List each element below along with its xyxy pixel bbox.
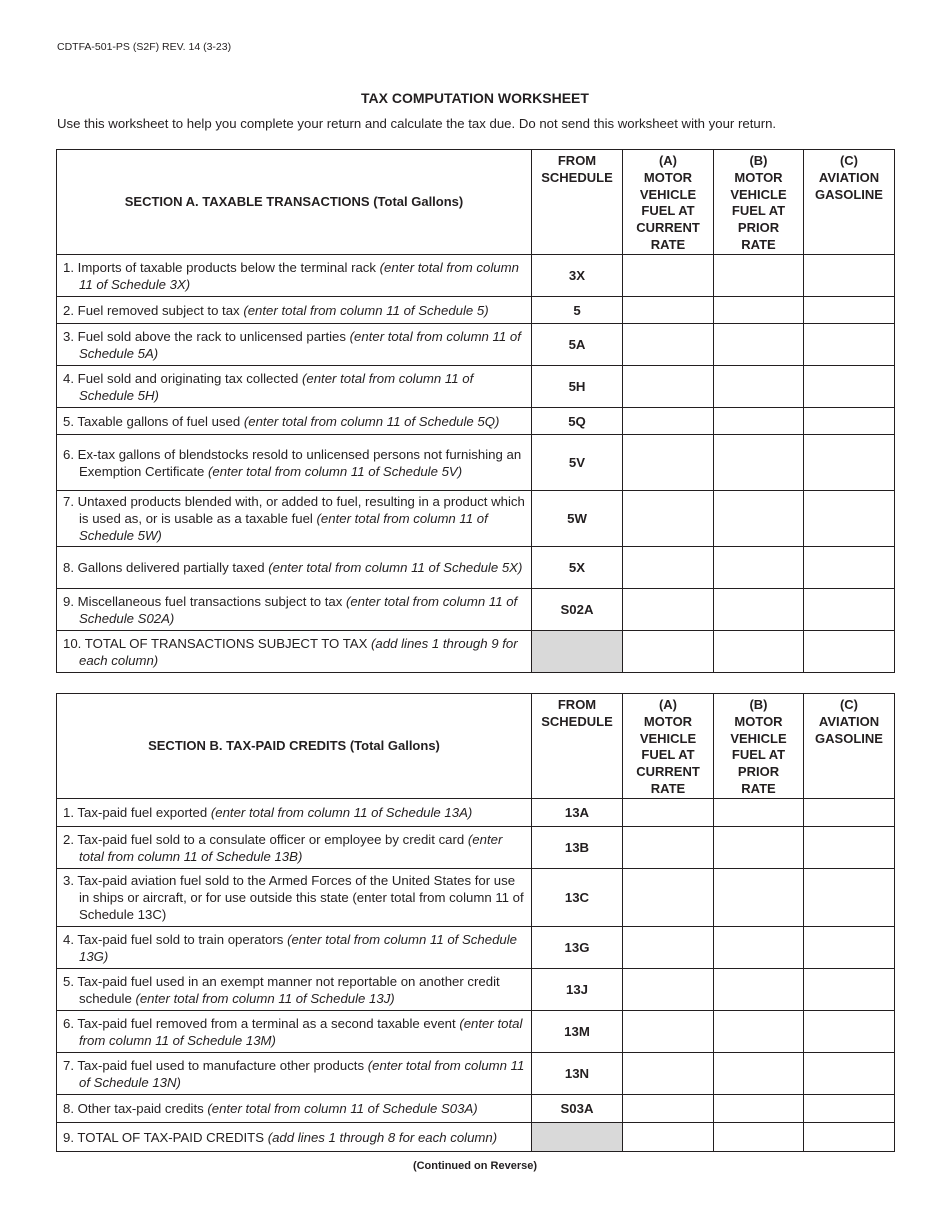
shaded-cell: [532, 631, 623, 673]
column-b-entry-field[interactable]: [714, 297, 804, 324]
column-b-entry-field[interactable]: [714, 255, 804, 297]
schedule-code: 5W: [532, 491, 623, 547]
column-a-header: [623, 150, 714, 255]
table-row: [57, 927, 895, 969]
header-line: FROM: [557, 153, 597, 168]
header-line: RATE: [741, 780, 776, 796]
column-b-entry-field[interactable]: [714, 366, 804, 408]
header-line: (B): [749, 153, 768, 168]
column-b-entry-field[interactable]: [714, 589, 804, 631]
column-b-header: [714, 694, 804, 799]
column-a-entry-field[interactable]: [623, 869, 714, 927]
column-b-entry-field[interactable]: [714, 969, 804, 1011]
schedule-code: 13B: [532, 827, 623, 869]
form-id: CDTFA-501-PS (S2F) REV. 14 (3-23): [57, 41, 232, 53]
table-row: [57, 1095, 895, 1123]
line-label: 2. Tax-paid fuel sold to a consulate officer or employee by credit card: [63, 831, 468, 847]
column-c-entry-field[interactable]: [804, 255, 895, 297]
column-c-header: [804, 150, 895, 255]
column-c-entry-field[interactable]: [804, 1123, 895, 1152]
line-instruction: (enter total from column 11 of Schedule 13M): [79, 1015, 523, 1048]
schedule-code: 5: [532, 297, 623, 324]
header-line: RATE: [650, 780, 686, 796]
line-description: [57, 1053, 532, 1095]
header-line: VEHICLE: [639, 186, 697, 202]
header-line: FUEL AT: [641, 747, 695, 763]
column-c-entry-field[interactable]: [804, 1053, 895, 1095]
column-a-entry-field[interactable]: [623, 324, 714, 366]
schedule-code: 13N: [532, 1053, 623, 1095]
column-a-entry-field[interactable]: [623, 255, 714, 297]
line-instruction: (enter total from column 11 of Schedule 13A): [210, 805, 473, 820]
column-a-entry-field[interactable]: [623, 1123, 714, 1152]
line-label: 7. Tax-paid fuel used to manufacture other products: [63, 1057, 368, 1073]
table-row: [57, 297, 895, 324]
line-description: [57, 1011, 532, 1053]
header-line: (C): [839, 697, 859, 712]
schedule-code: 5H: [532, 366, 623, 408]
table-row: [57, 1053, 895, 1095]
line-instruction: (enter total from column 11 of Schedule 5X): [268, 560, 523, 575]
column-b-entry-field[interactable]: [714, 927, 804, 969]
line-label: 10. TOTAL OF TRANSACTIONS SUBJECT TO TAX: [63, 635, 372, 651]
table-row: [57, 969, 895, 1011]
column-a-entry-field[interactable]: [623, 1011, 714, 1053]
schedule-code: S02A: [532, 589, 623, 631]
column-c-entry-field[interactable]: [804, 297, 895, 324]
line-label: 1. Imports of taxable products below the terminal rack: [63, 259, 380, 275]
column-c-entry-field[interactable]: [804, 589, 895, 631]
line-instruction: (enter total from column 11 of Schedule 5A): [79, 328, 521, 361]
column-c-entry-field[interactable]: [804, 324, 895, 366]
section-a-heading: SECTION A. TAXABLE TRANSACTIONS (Total Gallons): [57, 150, 532, 255]
column-c-entry-field[interactable]: [804, 927, 895, 969]
header-line: PRIOR: [737, 764, 780, 780]
line-instruction: (enter total from column 11 of Schedule 3X): [79, 259, 519, 292]
column-b-entry-field[interactable]: [714, 869, 804, 927]
column-b-entry-field[interactable]: [714, 491, 804, 547]
column-a-entry-field[interactable]: [623, 827, 714, 869]
header-line: GASOLINE: [815, 730, 883, 746]
line-label: 6. Ex-tax gallons of blendstocks resold to unlicensed persons not furnishing an Exemption Certificate: [63, 446, 522, 479]
line-description: [57, 1123, 532, 1152]
table-row: [57, 547, 895, 589]
column-b-entry-field[interactable]: [714, 547, 804, 589]
line-label: 5. Tax-paid fuel used in an exempt manner not reportable on another credit schedule: [63, 973, 500, 1006]
header-line: SCHEDULE: [541, 713, 613, 729]
line-instruction: (add lines 1 through 9 for each column): [79, 635, 518, 668]
header-line: FROM: [557, 697, 597, 712]
section-b-header-row: [57, 694, 895, 799]
column-c-entry-field[interactable]: [804, 366, 895, 408]
column-a-entry-field[interactable]: [623, 1053, 714, 1095]
table-row: [57, 255, 895, 297]
header-line: FUEL AT: [731, 747, 786, 763]
line-instruction: (enter total from column 11 of Schedule 13G): [79, 931, 518, 964]
line-instruction: (enter total from column 11 of Schedule S03A): [207, 1101, 478, 1116]
column-b-entry-field[interactable]: [714, 1095, 804, 1123]
column-a-entry-field[interactable]: [623, 927, 714, 969]
line-label: 8. Gallons delivered partially taxed: [63, 560, 269, 575]
header-line: MOTOR: [734, 169, 783, 185]
line-label: 5. Taxable gallons of fuel used: [63, 413, 244, 429]
section-a-total-row: [57, 631, 895, 673]
line-description: [57, 255, 532, 297]
schedule-code: 13G: [532, 927, 623, 969]
header-line: VEHICLE: [639, 730, 697, 746]
column-c-entry-field[interactable]: [804, 1095, 895, 1123]
line-description: [57, 927, 532, 969]
line-description: [57, 799, 532, 827]
header-line: (B): [749, 697, 768, 712]
column-c-entry-field[interactable]: [804, 827, 895, 869]
schedule-code: S03A: [532, 1095, 623, 1123]
header-line: MOTOR: [643, 169, 693, 185]
intro-text: Use this worksheet to help you complete your return and calculate the tax due. Do not send this worksheet with your return.: [57, 116, 777, 131]
line-description: [57, 589, 532, 631]
header-line: VEHICLE: [730, 186, 787, 202]
header-line: PRIOR: [737, 220, 780, 236]
column-a-entry-field[interactable]: [623, 491, 714, 547]
column-a-entry-field[interactable]: [623, 435, 714, 491]
column-a-entry-field[interactable]: [623, 366, 714, 408]
schedule-code: 13A: [532, 799, 623, 827]
table-row: [57, 408, 895, 435]
line-description: [57, 969, 532, 1011]
line-label: 8. Other tax-paid credits: [63, 1101, 208, 1116]
section-a-table: [56, 149, 895, 673]
schedule-code: 13M: [532, 1011, 623, 1053]
line-description: [57, 435, 532, 491]
column-c-entry-field[interactable]: [804, 547, 895, 589]
column-b-entry-field[interactable]: [714, 324, 804, 366]
header-line: (A): [658, 153, 678, 168]
line-description: [57, 547, 532, 589]
line-description: [57, 491, 532, 547]
header-line: FUEL AT: [731, 203, 786, 219]
line-description: [57, 1095, 532, 1123]
table-row: [57, 435, 895, 491]
line-label: 9. Miscellaneous fuel transactions subject to tax: [63, 593, 346, 609]
column-a-entry-field[interactable]: [623, 297, 714, 324]
column-a-entry-field[interactable]: [623, 589, 714, 631]
header-line: MOTOR: [643, 713, 693, 729]
line-instruction: (enter total from column 11 of Schedule 5Q): [243, 413, 500, 429]
schedule-code: 5V: [532, 435, 623, 491]
schedule-code: 5X: [532, 547, 623, 589]
header-line: FUEL AT: [641, 203, 695, 219]
column-c-header: [804, 694, 895, 799]
schedule-code: 5A: [532, 324, 623, 366]
line-instruction: (enter total from column 11 of Schedule 13J): [135, 990, 395, 1006]
column-a-entry-field[interactable]: [623, 547, 714, 589]
line-label: 3. Tax-paid aviation fuel sold to the Armed Forces of the United States for use in ships or aircraft, or for use outside this state (enter total from column 11 of Schedule 13C): [63, 873, 524, 922]
column-b-entry-field[interactable]: [714, 1011, 804, 1053]
column-b-entry-field[interactable]: [714, 408, 804, 435]
line-description: [57, 366, 532, 408]
line-description: [57, 631, 532, 673]
header-line: (A): [658, 697, 678, 712]
line-label: 1. Tax-paid fuel exported: [63, 805, 211, 820]
header-line: CURRENT: [636, 764, 700, 780]
column-a-entry-field[interactable]: [623, 408, 714, 435]
header-line: GASOLINE: [815, 186, 883, 202]
table-row: [57, 1011, 895, 1053]
header-line: RATE: [741, 236, 776, 252]
line-description: [57, 297, 532, 324]
line-instruction: (enter total from column 11 of Schedule 13B): [79, 831, 503, 864]
section-b-total-row: [57, 1123, 895, 1152]
table-row: [57, 366, 895, 408]
line-instruction: (enter total from column 11 of Schedule 13N): [79, 1057, 525, 1090]
header-line: (C): [839, 153, 859, 168]
column-c-entry-field[interactable]: [804, 969, 895, 1011]
page-title: TAX COMPUTATION WORKSHEET: [361, 90, 589, 106]
column-b-header: [714, 150, 804, 255]
column-c-entry-field[interactable]: [804, 631, 895, 673]
schedule-code: 13C: [532, 869, 623, 927]
column-b-entry-field[interactable]: [714, 435, 804, 491]
column-b-entry-field[interactable]: [714, 631, 804, 673]
header-line: AVIATION: [818, 713, 880, 729]
line-instruction: (enter total from column 11 of Schedule 5): [243, 302, 489, 318]
shaded-cell: [532, 1123, 623, 1152]
column-a-entry-field[interactable]: [623, 969, 714, 1011]
table-row: [57, 869, 895, 927]
continued-note: (Continued on Reverse): [412, 1160, 538, 1172]
header-line: SCHEDULE: [541, 169, 613, 185]
header-line: CURRENT: [636, 220, 700, 236]
header-line: AVIATION: [818, 169, 880, 185]
line-label: 4. Tax-paid fuel sold to train operators: [63, 931, 288, 947]
schedule-code: 13J: [532, 969, 623, 1011]
section-a-header-row: [57, 150, 895, 255]
line-label: 4. Fuel sold and originating tax collected: [63, 370, 302, 386]
line-description: [57, 324, 532, 366]
schedule-code: 3X: [532, 255, 623, 297]
column-c-entry-field[interactable]: [804, 491, 895, 547]
line-description: [57, 869, 532, 927]
table-row: [57, 324, 895, 366]
schedule-code: 5Q: [532, 408, 623, 435]
line-label: 9. TOTAL OF TAX-PAID CREDITS: [63, 1129, 268, 1145]
line-instruction: (enter total from column 11 of Schedule 5V): [208, 463, 463, 479]
column-a-entry-field[interactable]: [623, 1095, 714, 1123]
header-line: RATE: [650, 236, 686, 252]
table-row: [57, 589, 895, 631]
line-instruction: (enter total from column 11 of Schedule S02A): [79, 593, 518, 626]
section-b-heading: SECTION B. TAX-PAID CREDITS (Total Gallons): [57, 694, 532, 799]
from-schedule-header: [532, 694, 623, 799]
line-label: 2. Fuel removed subject to tax: [63, 302, 244, 318]
line-instruction: (enter total from column 11 of Schedule 5W): [79, 511, 488, 543]
header-line: MOTOR: [734, 713, 783, 729]
column-c-entry-field[interactable]: [804, 869, 895, 927]
table-row: [57, 827, 895, 869]
column-a-entry-field[interactable]: [623, 631, 714, 673]
line-instruction: (enter total from column 11 of Schedule 5H): [79, 370, 474, 403]
column-a-header: [623, 694, 714, 799]
line-instruction: (add lines 1 through 8 for each column): [267, 1129, 498, 1145]
header-line: VEHICLE: [730, 730, 787, 746]
column-c-entry-field[interactable]: [804, 408, 895, 435]
column-c-entry-field[interactable]: [804, 1011, 895, 1053]
table-row: [57, 799, 895, 827]
section-b-table: [56, 693, 895, 1152]
line-description: [57, 827, 532, 869]
column-b-entry-field[interactable]: [714, 1123, 804, 1152]
line-label: 6. Tax-paid fuel removed from a terminal as a second taxable event: [63, 1015, 460, 1031]
line-label: 7. Untaxed products blended with, or added to fuel, resulting in a product which is used as, or is usable as a taxable fuel: [63, 494, 525, 526]
column-b-entry-field[interactable]: [714, 1053, 804, 1095]
line-label: 3. Fuel sold above the rack to unlicensed parties: [63, 328, 350, 344]
column-a-entry-field[interactable]: [623, 799, 714, 827]
column-c-entry-field[interactable]: [804, 799, 895, 827]
from-schedule-header: [532, 150, 623, 255]
line-description: [57, 408, 532, 435]
column-c-entry-field[interactable]: [804, 435, 895, 491]
table-row: [57, 491, 895, 547]
column-b-entry-field[interactable]: [714, 799, 804, 827]
column-b-entry-field[interactable]: [714, 827, 804, 869]
